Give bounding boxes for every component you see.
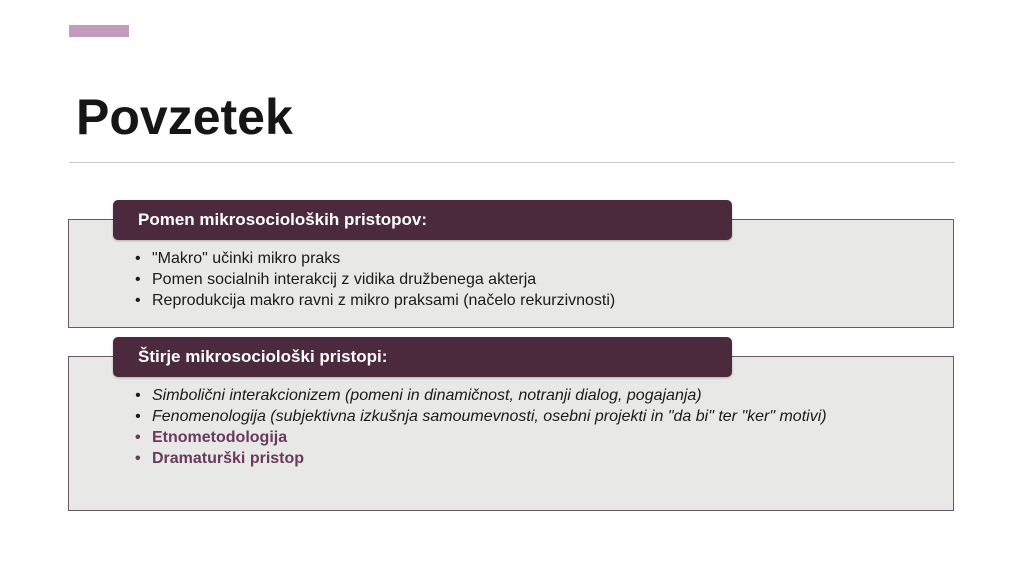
list-item-highlighted [135, 427, 880, 448]
list-item [135, 269, 915, 290]
list-item-text: Pomen socialnih interakcij z vidika družbenega akterja [152, 271, 537, 288]
list-item [135, 248, 915, 269]
list-item [135, 406, 880, 427]
list-item-text: "Makro" učinki mikro praks [152, 250, 341, 267]
section-2-header: Štirje mikrosociološki pristopi: [113, 337, 732, 377]
list-item-text: Simbolični interakcionizem (pomeni in dinamičnost, notranji dialog, pogajanja) [152, 387, 702, 404]
list-item-text: Reprodukcija makro ravni z mikro praksami (načelo rekurzivnosti) [152, 292, 616, 309]
bullet: • [135, 429, 141, 446]
list-item-text: Fenomenologija (subjektivna izkušnja samoumevnosti, osebni projekti in "da bi" ter "ker" motivi) [152, 408, 827, 425]
title-divider [69, 162, 955, 163]
section-1-header: Pomen mikrosocioloških pristopov: [113, 200, 732, 240]
bullet: • [135, 292, 141, 309]
bullet: • [135, 408, 141, 425]
list-item-text: Dramaturški pristop [152, 450, 305, 467]
list-item-text: Etnometodologija [152, 429, 288, 446]
list-item [135, 385, 880, 406]
bullet: • [135, 387, 141, 404]
page-title: Povzetek [76, 89, 293, 145]
accent-bar [69, 25, 129, 37]
bullet: • [135, 271, 141, 288]
list-item-highlighted [135, 448, 880, 469]
section-1-list [135, 248, 915, 311]
bullet: • [135, 250, 141, 267]
section-2-list [135, 385, 880, 469]
bullet: • [135, 450, 141, 467]
list-item [135, 290, 915, 311]
